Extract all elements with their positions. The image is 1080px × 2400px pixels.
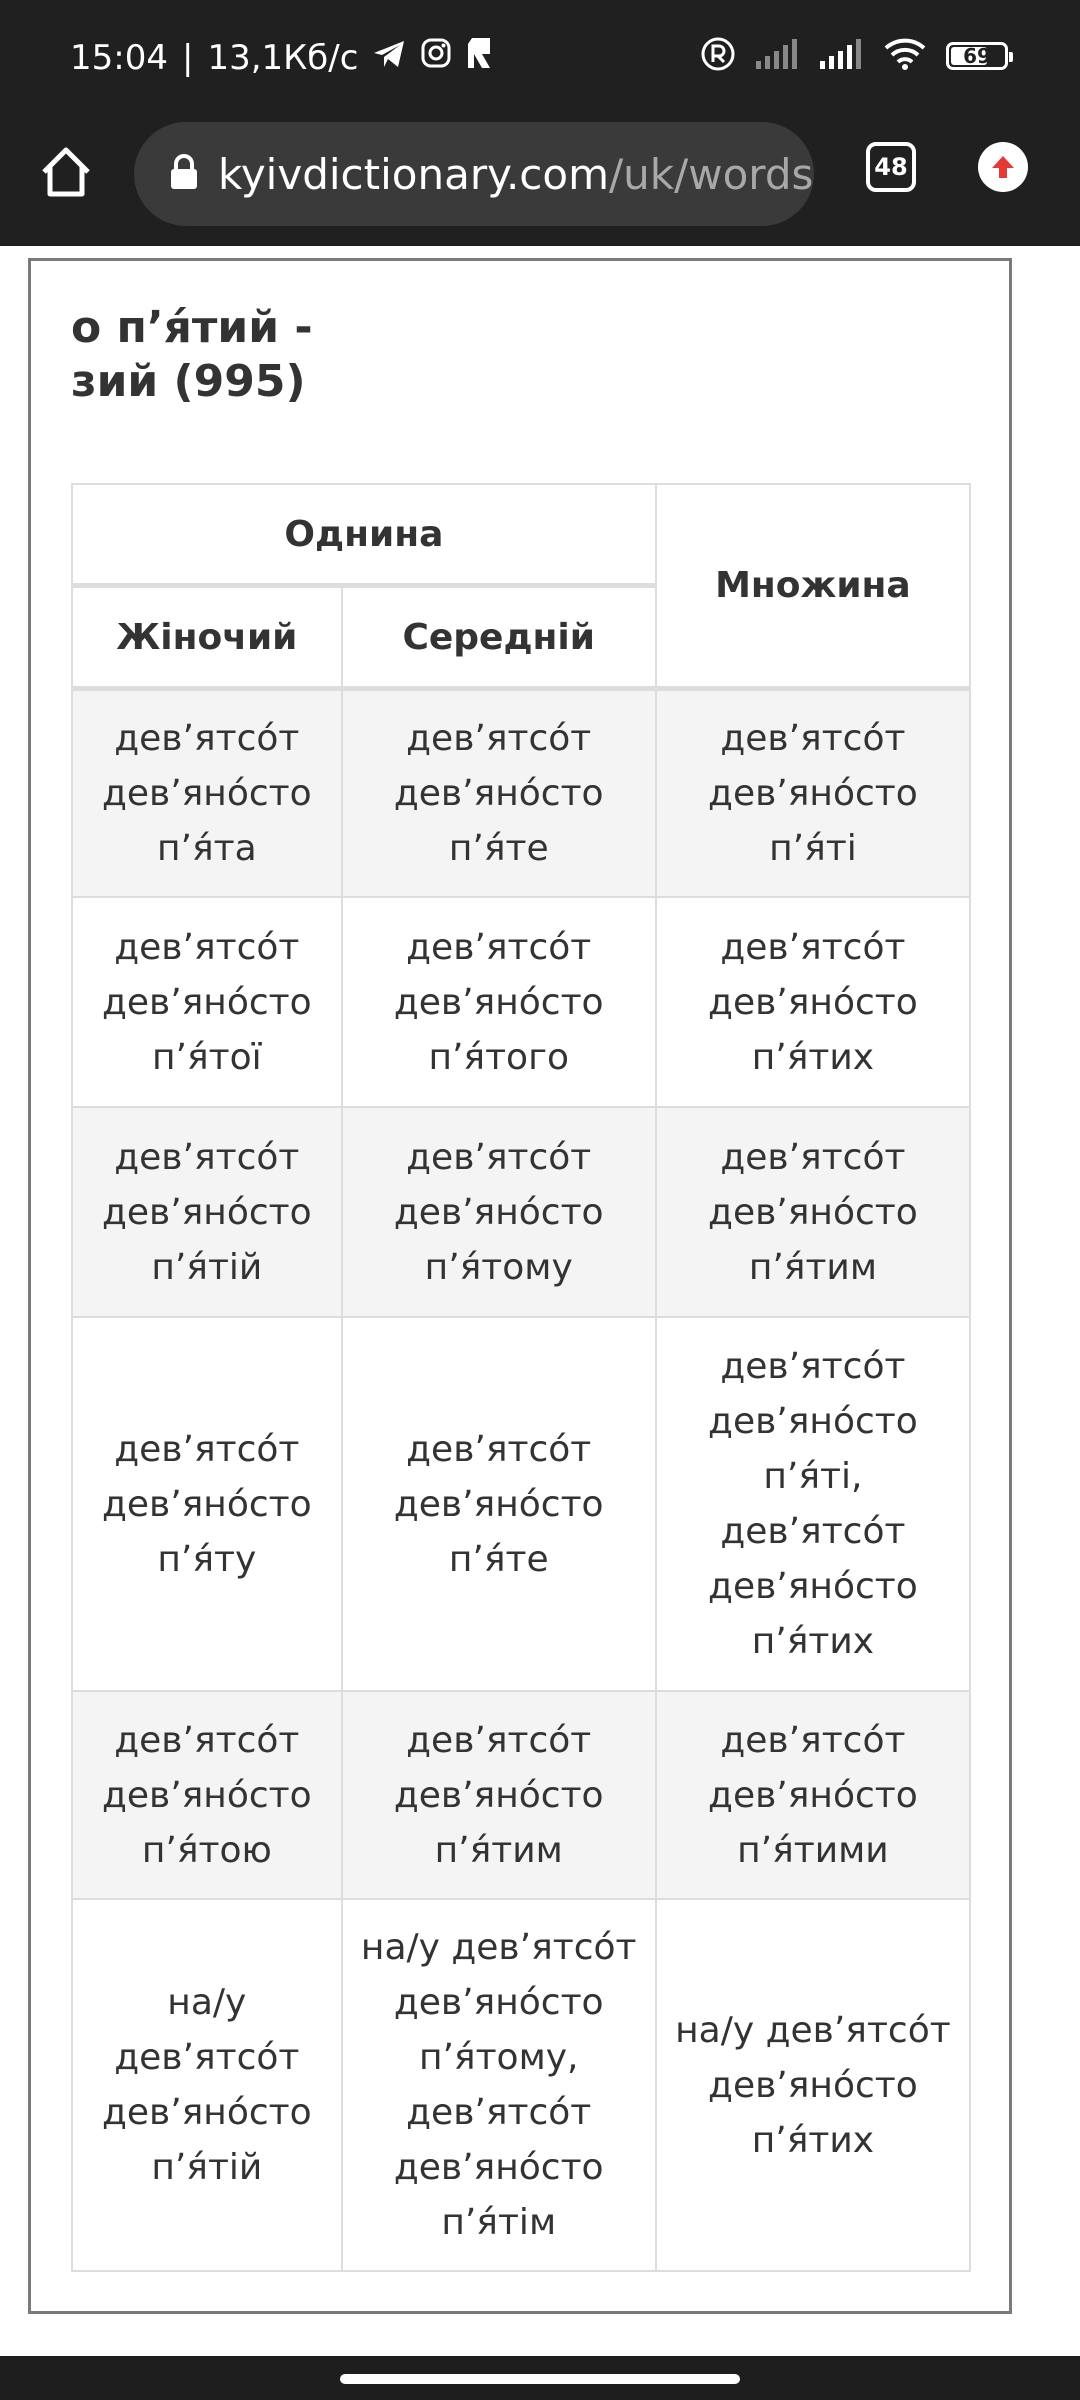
cell-line: п’я́тими (737, 1829, 889, 1871)
cell-line: дев’ятсо́т (720, 1511, 906, 1552)
table-row (72, 897, 970, 1107)
cell-plural (656, 897, 970, 1107)
cell-line: дев’ятсо́т (406, 2092, 592, 2133)
cell-line: дев’ятсо́т (114, 718, 300, 759)
cell-line: дев’яно́сто (393, 2147, 604, 2188)
status-time: 15:04 (70, 37, 168, 78)
page-title-line2: зий (995) (71, 356, 306, 407)
registered-icon (700, 36, 736, 76)
cell-line: дев’ятсо́т (720, 1346, 906, 1387)
cell-feminine (72, 897, 342, 1107)
cell-line: п’я́те (448, 828, 549, 869)
cell-line: п’я́те (448, 1538, 549, 1580)
cell-line: п’я́тій (151, 1246, 263, 1288)
cell-line: п’я́тих (751, 1621, 875, 1662)
status-separator: | (181, 37, 194, 78)
cell-plural (656, 1691, 970, 1899)
cell-line: дев’яно́сто (101, 773, 312, 814)
telegram-icon (372, 38, 406, 78)
cell-line: дев’ятсо́т (720, 1719, 906, 1761)
cell-line: дев’ятсо́т (406, 718, 592, 759)
declension-table (71, 483, 971, 2272)
cell-line: дев’яно́сто (101, 2092, 312, 2133)
cell-line: на/у дев’ятсо́т (675, 2009, 951, 2051)
cell-line: дев’ятсо́т (406, 1136, 592, 1178)
url-path: /uk/words (609, 149, 814, 199)
cell-line: п’я́тому, (418, 2037, 579, 2078)
cell-line: дев’ятсо́т (114, 926, 300, 968)
cell-line: п’я́тим (434, 1829, 563, 1871)
header-plural: Множина (656, 484, 970, 689)
cell-line: п’я́тої (152, 1036, 262, 1078)
cell-line: дев’яно́сто (393, 981, 604, 1023)
cell-line: п’я́ті (769, 828, 857, 869)
cell-line: дев’ятсо́т (720, 718, 906, 759)
home-button[interactable] (30, 136, 102, 208)
page-title (71, 301, 313, 409)
cell-feminine (72, 689, 342, 898)
cell-line: дев’яно́сто (708, 1566, 918, 1607)
cell-line: дев’яно́сто (101, 1191, 312, 1233)
cell-line: на/у дев’ятсо́т (360, 1927, 637, 1968)
table-header-row (72, 484, 970, 586)
cell-plural (656, 1107, 970, 1317)
cell-line: п’я́тій (151, 2147, 263, 2188)
cell-line: п’я́тих (751, 1036, 875, 1078)
table-row (72, 1899, 970, 2271)
cell-feminine (72, 1107, 342, 1317)
lock-icon (168, 153, 200, 195)
cell-line: дев’яно́сто (101, 1483, 312, 1525)
table-row (72, 1691, 970, 1899)
url-text[interactable] (218, 150, 813, 199)
cell-line: дев’ятсо́т (114, 1719, 300, 1761)
navigation-bar (0, 2356, 1080, 2400)
status-bar (0, 0, 1080, 118)
signal-icon (756, 39, 800, 73)
address-bar[interactable] (134, 122, 814, 226)
cell-line: дев’яно́сто (708, 773, 918, 814)
update-arrow-icon (988, 152, 1018, 182)
cell-line: дев’яно́сто (708, 1774, 918, 1816)
cell-line: дев’ятсо́т (406, 926, 592, 968)
cell-line: дев’яно́сто (393, 1483, 604, 1525)
status-right (700, 36, 1008, 76)
cell-line: дев’яно́сто (393, 1982, 604, 2023)
cell-line: п’я́тому (424, 1246, 573, 1288)
cell-plural (656, 1317, 970, 1691)
cell-line: дев’ятсо́т (406, 1428, 592, 1470)
gesture-handle[interactable] (340, 2374, 740, 2384)
cell-neuter (342, 1899, 656, 2271)
header-singular: Однина (72, 484, 656, 586)
cell-neuter (342, 1107, 656, 1317)
table-row (72, 1317, 970, 1691)
cell-line: п’я́тим (748, 1246, 877, 1288)
cell-neuter (342, 689, 656, 898)
cell-line: дев’яно́сто (393, 1191, 604, 1233)
cell-line: дев’ятсо́т (114, 1428, 300, 1470)
tabs-button[interactable] (866, 142, 916, 192)
cell-line: п’я́тих (751, 2119, 875, 2161)
signal-icon (820, 39, 864, 73)
cell-line: дев’яно́сто (101, 1774, 312, 1816)
page-content (0, 246, 1080, 2356)
cell-plural (656, 689, 970, 898)
header-neuter: Середній (342, 586, 656, 689)
cell-line: п’я́того (428, 1036, 570, 1078)
home-icon (38, 144, 94, 200)
status-speed: 13,1Кб/с (207, 37, 359, 78)
cell-neuter (342, 1317, 656, 1691)
cell-line: п’я́та (156, 828, 257, 869)
battery-icon (946, 42, 1008, 70)
tabs-icon: 48 (874, 153, 908, 181)
update-button[interactable] (978, 142, 1028, 192)
cell-line: дев’яно́сто (708, 1401, 918, 1442)
cell-line: п’я́тім (441, 2202, 557, 2243)
cell-line: п’я́ті, (763, 1456, 863, 1497)
wifi-icon (884, 38, 926, 74)
instagram-icon (420, 37, 452, 78)
cell-neuter (342, 1691, 656, 1899)
cell-line: дев’яно́сто (708, 2064, 918, 2106)
cell-line: п’я́тою (141, 1829, 272, 1871)
table-row (72, 689, 970, 898)
cell-line: на/у дев’ятсо́т (114, 1982, 300, 2078)
cell-line: дев’яно́сто (708, 1191, 918, 1233)
cell-feminine (72, 1317, 342, 1691)
word-frame (28, 258, 1012, 2314)
cell-line: дев’ятсо́т (720, 1136, 906, 1178)
url-domain: kyivdictionary.com (218, 149, 610, 199)
cell-neuter (342, 897, 656, 1107)
cell-line: дев’яно́сто (708, 981, 918, 1023)
cell-line: дев’ятсо́т (406, 1719, 592, 1761)
cell-line: п’я́ту (157, 1538, 257, 1580)
cell-line: дев’яно́сто (393, 1774, 604, 1816)
cell-plural (656, 1899, 970, 2271)
app-icon (466, 36, 496, 79)
cell-line: дев’ятсо́т (720, 926, 906, 968)
header-feminine: Жіночий (72, 586, 342, 689)
browser-toolbar (0, 118, 1080, 246)
cell-line: дев’ятсо́т (114, 1136, 300, 1178)
page-title-line1: о п’я́тий - (71, 302, 313, 353)
cell-feminine (72, 1691, 342, 1899)
cell-line: дев’яно́сто (101, 981, 312, 1023)
cell-feminine (72, 1899, 342, 2271)
table-row (72, 1107, 970, 1317)
cell-line: дев’яно́сто (393, 773, 604, 814)
battery-level: 69 (963, 44, 991, 68)
status-left (70, 36, 496, 79)
